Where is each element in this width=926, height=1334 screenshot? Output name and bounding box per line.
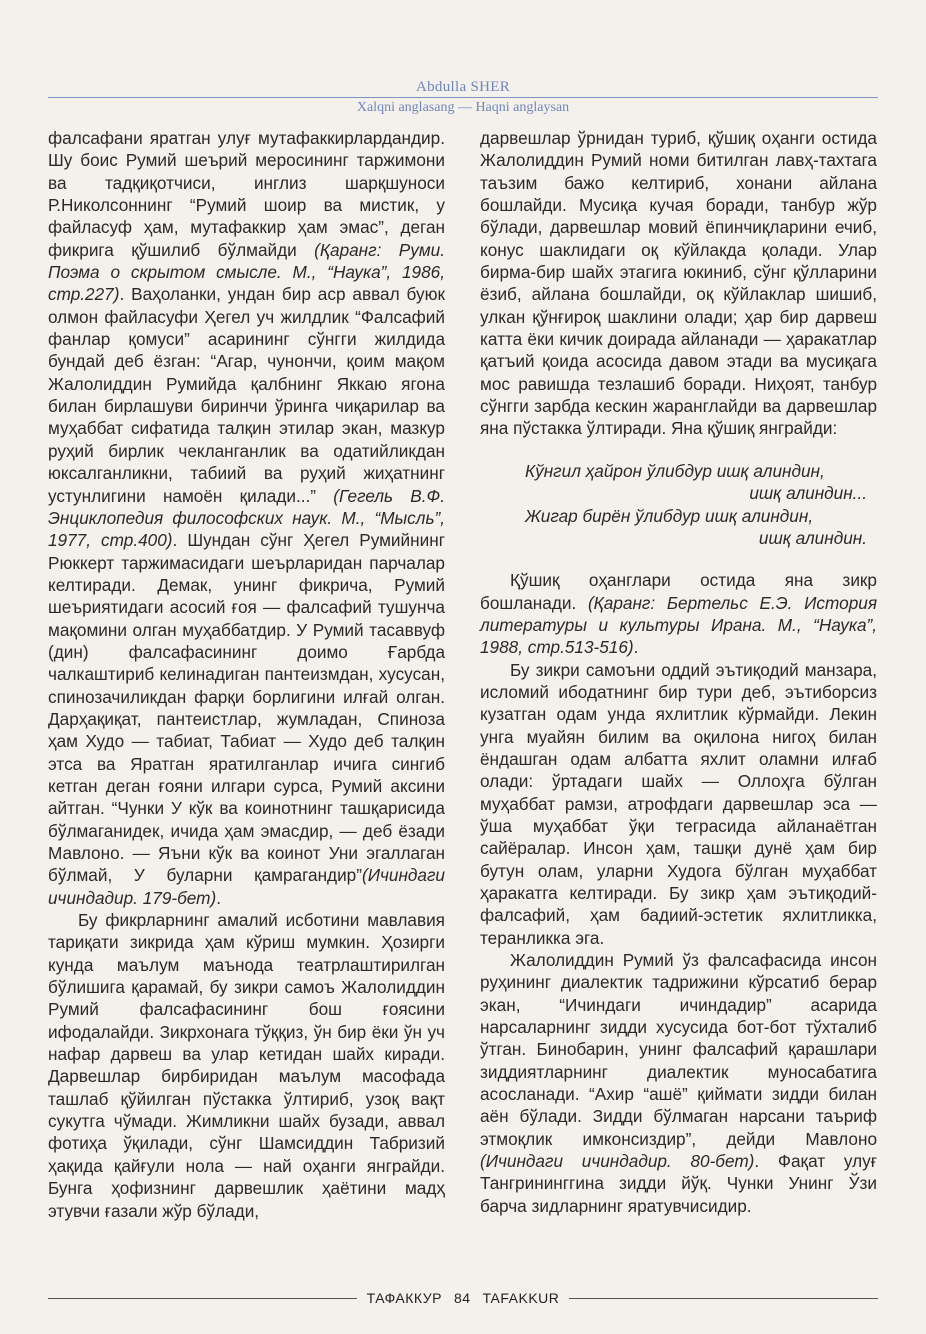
paragraph-text: . Ваҳоланки, ундан бир аср аввал буюк олмон файласуфи Ҳегел уч жилдлик “Фалсафий фанлар қомуси” асарининг сўнгги жилдида бундай деб ёзган: “Агар, чунончи, қоим мақом Жалолиддин Румийда қалбнинг Яккаю ягона билан бирлашуви биринчи ўринга чиқарилар ва муҳаббат сифатида талқин этилар экан, мазкур руҳий бирлик чекланганлик ва одатийликдан юксалганликни, табиий ва руҳий жиҳатнинг устунлигини намоён қилади...”: [48, 284, 445, 506]
right-column: [480, 127, 877, 1217]
citation: (Ичиндаги ичиндадир. 179-бет): [48, 865, 445, 908]
running-head-subtitle: Xalqni anglasang — Haqni anglaysan: [356, 100, 570, 115]
paragraph-text: . Фақат улуғ Тангрининггина зидди йўқ. Чунки Унинг Ўзи барча зидларнинг яратувчисидир.: [480, 1151, 877, 1216]
poem-line: Жигар бирён ўлибдур ишқ алиндин,: [525, 505, 814, 526]
footer-journal-latin: TAFAKKUR: [482, 1290, 560, 1306]
paragraph: [48, 127, 445, 909]
paragraph-text: фалсафани яратган улуғ мутафаккирлардандир. Шу боис Румий шеърий меросининг таржимони ва тадқиқотчиси, инглиз шарқшуноси Р.Николсоннинг “Румий шоир ва мистик, у файласуф ҳам, мутафаккир ҳам эмас”, деган фикрига қўшилиб бўлмайди: [48, 128, 445, 260]
citation: (Гегель В.Ф. Энциклопедия философских наук. М., “Мысль”, 1977, стр.400): [48, 485, 445, 551]
running-head-author: Abdulla SHER: [415, 79, 511, 95]
paragraph: [480, 949, 877, 1217]
citation: (Қаранг: Бертельс Е.Э. История литературы и культуры Ирана. М., “Наука”, 1988, стр.513-516): [480, 592, 878, 658]
paragraph-text: Жалолиддин Румий ўз фалсафасида инсон руҳининг диалектик тадрижини кўрсатиб берар экан, “Ичиндаги ичиндадир” асарида нарсаларнинг зидди хусусида бот-бот тўхталиб ўтган. Бинобарин, унинг фалсафий қарашлари зиддиятларнинг диалектик муносабатига асосланади. “Ахир “ашё” қиймати зидди билан аён бўлади. Зидди бўлмаган нарсани таъриф этмоқлик имконсиздир”, дейди Мавлоно: [480, 950, 877, 1149]
page-footer: [48, 1290, 878, 1306]
citation: (Қаранг: Руми. Поэма о скрытом смысле. М., “Наука”, 1986, стр.227): [48, 239, 445, 305]
paragraph-text: Қўшиқ оҳанглари остида яна зикр бошланади.: [480, 570, 877, 613]
header-rule: [48, 97, 878, 98]
page-header: [48, 78, 878, 116]
poem-refrain: ишқ алиндин.: [758, 527, 867, 548]
poem-refrain: ишқ алиндин...: [749, 483, 867, 504]
paragraph-text: .: [216, 887, 221, 908]
page-number: 84: [453, 1290, 471, 1306]
footer-text: [367, 1290, 560, 1306]
poem-line: Кўнгил ҳайрон ўлибдур ишқ алиндин,: [525, 460, 825, 481]
paragraph-text: .: [633, 637, 639, 658]
citation: (Ичиндаги ичиндадир. 80-бет): [480, 1151, 755, 1172]
poem-block: [480, 460, 877, 549]
footer-rule-right: [569, 1298, 878, 1299]
footer-journal-cyrillic: ТАФАККУР: [366, 1290, 442, 1306]
left-column: [48, 127, 445, 1222]
paragraph: [480, 569, 877, 658]
paragraph: Бу зикри самоъни оддий эътиқодий манзара, исломий ибодатнинг бир тури деб, эътиборсиз кузатган одам унда яхлитлик кўрмайди. Лекин унга муайян билим ва оқилона нигоҳ билан ёндашган одам албатта яхлит оламни илғаб олади: ўртадаги шайх — Оллоҳга бўлган муҳаббат рамзи, атрофдаги дарвешлар эса — ўша муҳаббат ўқи теграсида айланаётган сайёралар. Инсон ҳам, ташқи дунё ҳам бир бутун олам, уларни Худога бўлган муҳаббат ҳаракатга келтиради. Бу зикр ҳам эътиқодий-фалсафий, ҳам бадиий-эстетик яхлитликка, теранликка эга.: [480, 659, 877, 948]
paragraph: дарвешлар ўрнидан туриб, қўшиқ оҳанги остида Жалолиддин Румий номи битилган лавҳ-тахтага таъзим бажо келтириб, хонани айлана бошлайди. Мусиқа кучая боради, танбур жўр бўлади, дарвешлар мовий ёпинчиқларини ечиб, конус шаклидаги оқ кўйлакда қолади. Улар бирма-бир шайх этагига юкиниб, сўнг қўлларини ёзиб, айлана бошлайди, оқ кўйлаклар шишиб, улкан қўнғироқ шаклини олади; ҳар бир дарвеш катта ёки кичик доирада айланади — ҳаракатлар қатъий қоида асосида давом этади ва мусиқага мос равишда тезлашиб боради. Ниҳоят, танбур сўнгги зарбда кескин жаранглайди ва дарвешлар яна пўстакка ўлтиради. Яна қўшиқ янграйди:: [480, 128, 877, 439]
footer-rule-left: [48, 1298, 357, 1299]
paragraph: Бу фикрларнинг амалий исботини мавлавия тариқати зикрида ҳам кўриш мумкин. Ҳозирги кунда маълум маънода театрлаштирилган бўлишига қарамай, бу зикри самоъ Жалолиддин Румий фалсафасининг бош ғоясини ифодалайди. Зикрхонага тўққиз, ўн бир ёки ўн уч нафар дарвеш ва улар кетидан шайх киради. Дарвешлар бирбиридан маълум масофада ташлаб қўйилган пўстакка ўлтириб, узоқ вақт сукутга чўмади. Жимликни шайх бузади, аввал фотиҳа ўқилади, сўнг Шамсиддин Табризий ҳақида қайғули нола — най оҳанги янграйди. Бунга ҳофизнинг дарвешлик ҳаётини мадҳ этувчи ғазали жўр бўлади,: [48, 910, 445, 1221]
paragraph-text: . Шундан сўнг Ҳегел Румийнинг Рюккерт таржимасидаги шеърларидан парчалар келтиради. Демак, унинг фикрича, Румий шеъриятидаги асосий ғоя — фалсафий тушунча мақомини олган муҳаббатдир. У Румий тасаввуф (дин) фалсафасининг доимо Ғарбда чалкаштириб келинадиган пантеизмдан, хусусан, спинозачиликдан фарқи борлигини илғай олган. Дарҳақиқат, пантеистлар, жумладан, Спиноза ҳам Худо — табиат, Табиат — Худо деб талқин этса ва Яратган яратилганлар ичига сингиб кетган деган ғояни илгари сурса, Румий аксини айтган. “Чунки У кўк ва коинотнинг ташқарисида бўлмаганидек, ичида ҳам эмасдир, — деб ёзади Мавлоно. — Яъни кўк ва коинот Уни эгаллаган бўлмай, У буларни қамрагандир”: [48, 530, 445, 886]
